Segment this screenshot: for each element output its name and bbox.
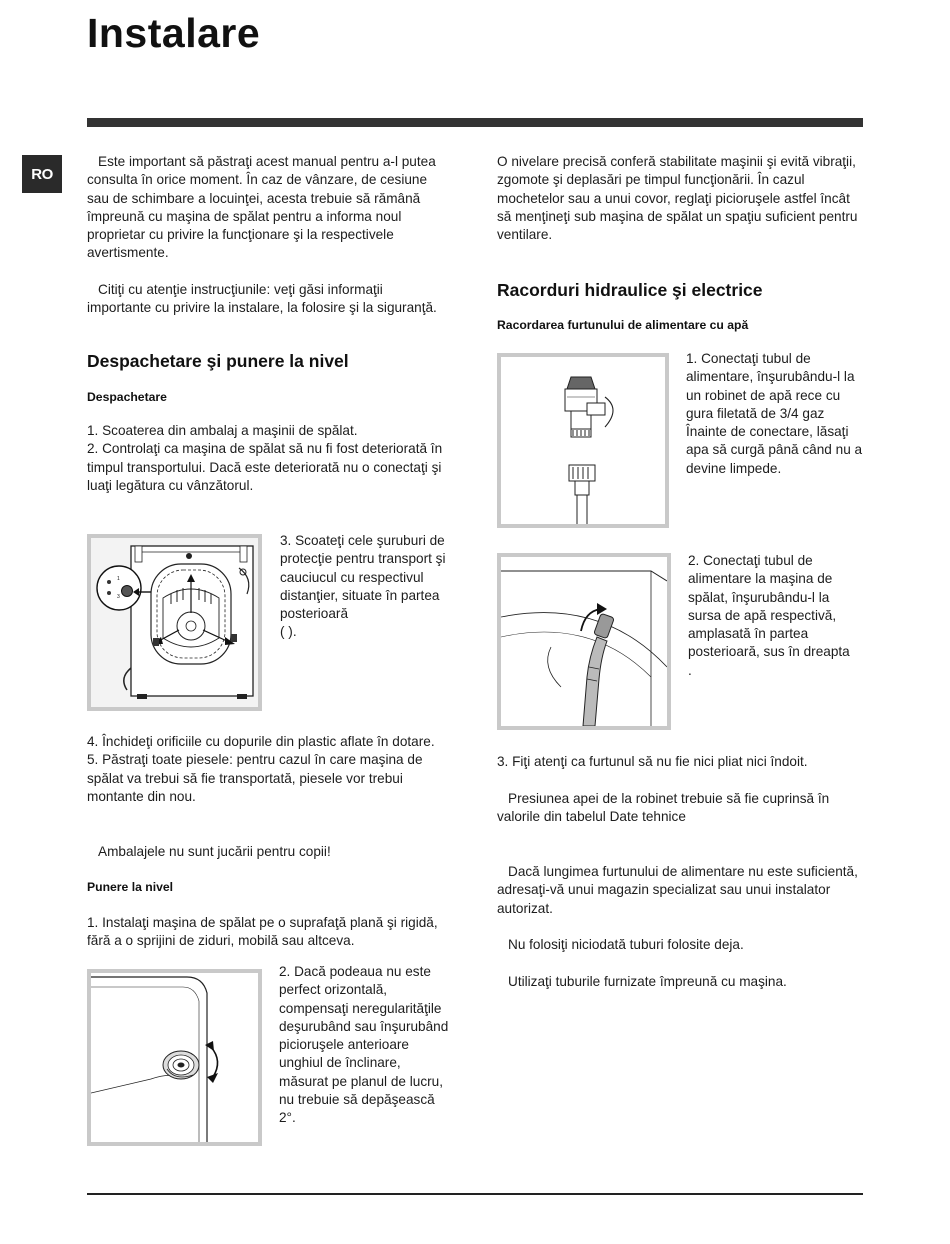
unpack-steps-1-2: 1. Scoaterea din ambalaj a maşinii de spălat. 2. Controlaţi ca maşina de spălat să nu fi fost deteriorată în timpul transportului. Dacă este deteriorată nu o conectaţi şi luaţi legătura cu vânzătorul. (87, 423, 443, 493)
supplied-hose-note: Utilizaţi tuburile furnizate împreună cu maşina. (508, 974, 787, 989)
hose-step-2: 2. Conectaţi tubul de alimentare la maşina de spălat, înşurubându-l la sursa de apă respectivă, amplasată în partea posterioară, sus în dreapta . (688, 553, 850, 678)
used-hose-note: Nu folosiţi niciodată tuburi folosite deja. (508, 937, 744, 952)
screw-label-b: 3 (117, 594, 120, 600)
unpack-steps-4-5: 4. Închideţi orificiile cu dopurile din plastic aflate în dotare. 5. Păstraţi toate piesele: pentru cazul în care maşina de spălat va trebui să fie transportată, piesele vor trebui montante din nou. (87, 734, 435, 804)
language-tab: RO (22, 155, 62, 193)
section-title-unpacking: Despachetare şi punere la nivel (87, 351, 349, 371)
hose-step-1: 1. Conectaţi tubul de alimentare, înşurubându-l la un robinet de apă rece cu gura filetată de 3/4 gaz Înainte de conectare, lăsaţi apa să curgă până când nu a devine limpede. (686, 351, 863, 476)
header-rule (87, 118, 863, 127)
subheading-hose: Racordarea furtunului de alimentare cu apă (497, 318, 749, 332)
unpack-step-3: 3. Scoateţi cele şuruburi de protecţie pentru transport şi cauciucul cu respectivul distanţier, situate în partea posterioară ( ). (280, 533, 446, 640)
footer-rule (87, 1193, 863, 1195)
level-step-2: 2. Dacă podeaua nu este perfect orizontală, compensaţi neregularităţile deşurubând sau înşurubând picioruşele anterioare unghiul de înclinare, măsurat pe planul de lucru, nu trebuie să depăşească 2°. (279, 964, 449, 1126)
screw-label-a: 1 (117, 576, 120, 582)
pressure-note: Presiunea apei de la robinet trebuie să fie cuprinsă în valorile din tabelul Date tehnice (497, 791, 830, 825)
level-step-1: 1. Instalaţi maşina de spălat pe o suprafaţă plană şi rigidă, fără a o sprijini de ziduri, mobilă sau altceva. (87, 915, 438, 949)
packaging-warning: Ambalajele nu sunt jucării pentru copii! (98, 844, 331, 859)
leveling-paragraph: O nivelare precisă conferă stabilitate maşinii şi evită vibraţii, zgomote şi deplasări pe timpul funcţionării. În cazul mochetelor sau a unui covor, reglaţi picioruşele astfel încât să menţineţi sub maşina de spălat un spaţiu suficient pentru ventilare. (497, 154, 858, 243)
intro-paragraph-2: Citiţi cu atenţie instrucţiunile: veţi găsi informaţii importante cu privire la instalare, la folosire şi la siguranţă. (87, 282, 437, 316)
figure-machine-inlet (497, 553, 671, 730)
hose-step-3: 3. Fiţi atenţi ca furtunul să nu fie nici pliat nici îndoit. (497, 754, 808, 769)
figure-tap-connection (497, 353, 669, 528)
subheading-leveling: Punere la nivel (87, 880, 174, 894)
figure-adjustable-foot (87, 969, 262, 1146)
subheading-unpacking: Despachetare (87, 390, 167, 404)
intro-paragraph-1: Este important să păstraţi acest manual pentru a-l putea consulta în orice moment. În caz de vânzare, de cesiune sau de schimbare a locuinţei, acesta trebuie să rămână împreună cu maşina de spălat pentru a informa noul proprietar cu privire la funcţionare şi la respectivele avertismente. (87, 154, 436, 261)
page-title: Instalare (87, 10, 261, 56)
length-note: Dacă lungimea furtunului de alimentare nu este suficientă, adresaţi-vă unui magazin specializat sau unui instalator autorizat. (497, 864, 858, 916)
section-title-hydraulic: Racorduri hidraulice şi electrice (497, 280, 763, 300)
figure-rear-transport-screws (87, 534, 262, 711)
